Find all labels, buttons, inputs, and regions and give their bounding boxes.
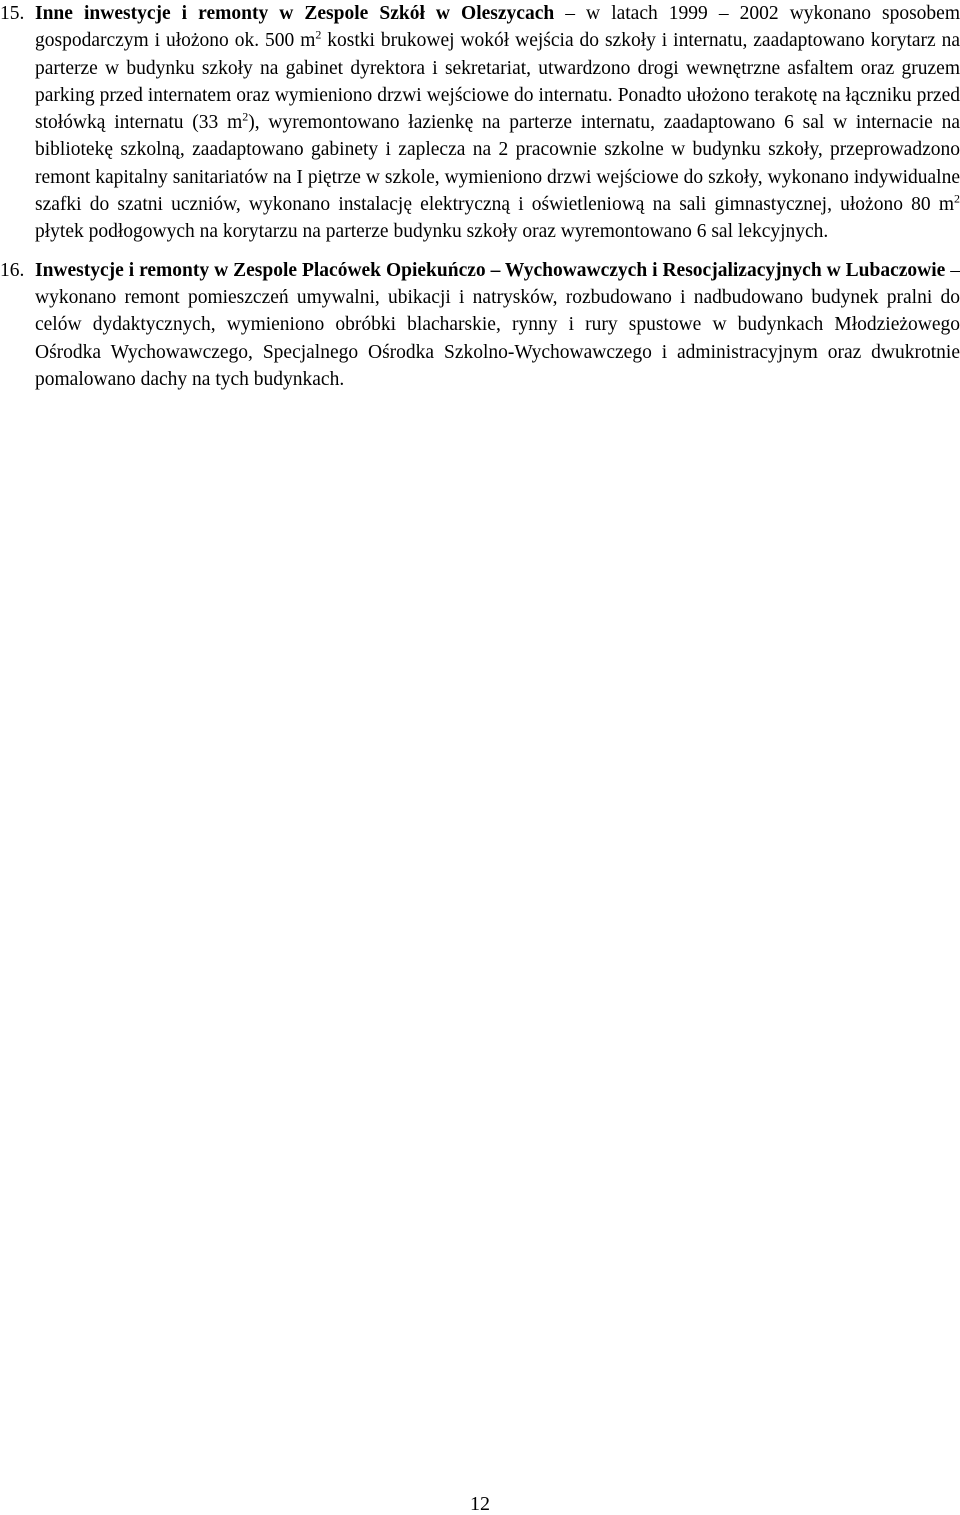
item-text-segment: – wykonano remont pomieszczeń umywalni, ubikacji i natrysków, rozbudowano i nadbudowano budynek pralni do celów dydaktycznych, wymieniono obróbki blacharskie, rynny i rury spustowe w budynkach Młodzieżowego Ośrodka Wychowawczego, Specjalnego Ośrodka Szkolno-Wychowawczego i administracyjnym oraz dwukrotnie pomalowano dachy na tych budynkach. — [35, 259, 960, 390]
item-title: Inwestycje i remonty w Zespole Placówek Opiekuńczo – Wychowawczych i Resocjalizacyjnych w Lubaczowie — [35, 259, 946, 281]
item-paragraph — [35, 257, 960, 393]
item-paragraph — [35, 0, 960, 246]
page-number: 12 — [470, 1493, 490, 1515]
item-number: 15. — [0, 3, 25, 24]
list-item-15 — [0, 0, 960, 246]
item-text-segment: płytek podłogowych na korytarzu na parterze budynku szkoły oraz wyremontowano 6 sal lekcyjnych. — [35, 221, 829, 243]
item-text-segment: – w latach 1999 – 2002 wykonano sposobem gospodarczym i ułożono ok. 500 m — [35, 3, 960, 52]
superscript: 2 — [954, 191, 960, 206]
item-text-segment: kostki brukowej wokół wejścia do szkoły i internatu, zaadaptowano korytarz na parterze w budynku szkoły na gabinet dyrektora i sekretariat, utwardzono drogi wewnętrzne asfaltem oraz gruzem parking przed internatem oraz wymieniono drzwi wejściowe do internatu. Ponadto ułożono terakotę na łączniku przed stołówką internatu (33 m — [35, 30, 960, 134]
list-item-16 — [0, 257, 960, 393]
superscript: 2 — [242, 109, 249, 124]
item-number: 16. — [0, 259, 25, 281]
item-text-segment: ), wyremontowano łazienkę na parterze internatu, zaadaptowano 6 sal w internacie na bibliotekę szkolną, zaadaptowano gabinety i zaplecza na 2 pracownie szkolne w budynku szkoły, przeprowadzono remont kapitalny sanitariatów na I piętrze w szkole, wymieniono drzwi wejściowe do szkoły, wykonano indywidualne szafki do szatni uczniów, wykonano instalację elektryczną i oświetleniową na sali gimnastycznej, ułożono 80 m — [35, 112, 960, 216]
superscript: 2 — [315, 27, 322, 42]
document-page — [0, 0, 960, 393]
item-title: Inne inwestycje i remonty w Zespole Szkół w Oleszycach — [35, 3, 555, 24]
